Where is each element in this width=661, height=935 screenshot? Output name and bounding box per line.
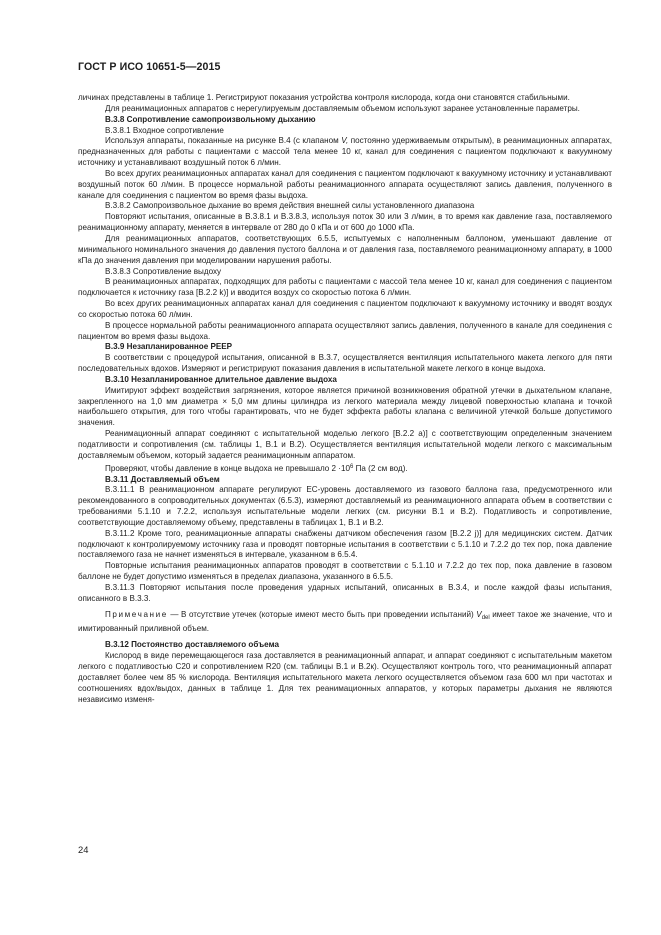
section-heading-b39: B.3.9 Незапланированное PEEP: [105, 342, 233, 352]
section-heading-b311: B.3.11 Доставляемый объем: [105, 474, 220, 484]
paragraph: B.3.11.3 Повторяют испытания после проведения ударных испытаний, описанных в B.3.4, и после каждой фазы испытания, описанного в B.3.3.: [78, 582, 612, 603]
paragraph: В процессе нормальной работы реанимационного аппарата осуществляют запись давления, полученного в канале для соединения с пациентом во время фазы выдоха.: [78, 320, 612, 341]
paragraph: Во всех других реанимационных аппаратах канал для соединения с пациентом подключают к вакуумному источнику и вводят воздух со скоростью потока 60 л/мин.: [78, 299, 612, 319]
paragraph: Кислород в виде перемещающегося газа доставляется в реанимационный аппарат, и аппарат соединяют с испытательным макетом легкого с податливостью C20 и сопротивлением R20 (см. таблицы B.1 и B.2к). Осуществляют контроль того, что реанимационный аппарат доставляет более чем 85 % кислорода. Вентиляция испытательного макета легкого осуществляется объемом газа 600 мл при частотах и соотношениях вдох/выдох, данных в таблице 1. Для тех реанимационных аппаратов, у которых параметры дыхания не являются независимо изменя-: [78, 651, 612, 704]
section-heading-b310: B.3.10 Незапланированное длительное давление выдоха: [105, 374, 337, 384]
paragraph: Для реанимационных аппаратов, соответствующих 6.5.5, испытуемых с наполненным баллоном, уменьшают давление от минимального номинального значения до давления пустого баллона и от давления газа, поставляемого реанимационному аппарату, в 1000 кПа до значения давления при моделировании нарушения работы.: [78, 233, 612, 265]
paragraph: В реанимационных аппаратах, подходящих для работы с пациентами с массой тела менее 10 кг, канал для соединения с пациентом подключается к источнику газа [B.2.2 k)] и вводится воздух со скоростью потока 6 л/мин.: [78, 277, 612, 298]
subsection-title-b382: B.3.8.2 Самопроизвольное дыхание во время действия внешней силы установленного диапазона: [105, 201, 475, 211]
document-header: ГОСТ Р ИСО 10651-5—2015: [78, 61, 221, 73]
section-heading-b312: B.3.12 Постоянство доставляемого объема: [105, 640, 279, 650]
paragraph: Повторные испытания реанимационных аппаратов проводят в соответствии с 5.1.10 и 7.2.2 до тех пор, пока давление в газовом баллоне не будет допустимо изменяться в пределах диапазона, указанного в 6.5.5.: [78, 561, 612, 582]
subsection-title-b383: B.3.8.3 Сопротивление выдоху: [105, 266, 222, 276]
subsection-title-b381: B.3.8.1 Входное сопротивление: [105, 125, 224, 135]
paragraph: Реанимационный аппарат соединяют с испытательной моделью легкого [B.2.2 a)] с соответствующим определенным значением податливости и сопротивления (см. таблицы 1, B.1 и B.2). Осуществляется вентиляция испытательной модели легкого с максимальным доставляемым объемом, который задается реанимационным аппаратом.: [78, 429, 612, 460]
paragraph: B.3.11.1 В реанимационном аппарате регулируют EC-уровень доставляемого из газового баллона газа, предусмотренного или рекомендованного в сопроводительных документах (6.5.3), измеряют доставляемый из реанимационного аппарата объем в соответствии с требованиями 5.1.10 и 7.2.2, используя испытательные модели легких (см. рисунки B.1 и B.2). Податливость и сопротивление, соответствующие доставляемому объему, представлены в таблицах 1, B.1 и B.2.: [78, 485, 612, 527]
paragraph: Повторяют испытания, описанные в B.3.8.1 и B.3.8.3, используя поток 30 или 3 л/мин, в то время как давление газа, поставляемого реанимационному аппарату, меняется в интервале от 280 до 0 кПа и от 600 до 1000 кПа.: [78, 212, 612, 233]
paragraph: В соответствии с процедурой испытания, описанной в B.3.7, осуществляется вентиляция испытательного макета легкого для пяти последовательных вдохов. Измеряют и регистрируют показания давления в испытательной макете легкого в конце выдоха.: [78, 353, 612, 374]
paragraph: Используя аппараты, показанные на рисунке B.4 (с клапаном V, постоянно удерживаемым открытым), в реанимационных аппаратах, предназначенных для работы с пациентами с массой тела менее 10 кг, канал для соединения с пациентом подключают к вакуумному источнику и устанавливают воздушный поток 6 л/мин.: [78, 136, 612, 168]
note: Примечание — В отсутствие утечек (которые имеют место быть при проведении испытаний) $V_{del}$ имеет такое же значение, что и имитированный приливной объем.: [78, 609, 612, 633]
paragraph: Имитируют эффект воздействия загрязнения, которое является причиной возникновения обратной утечки в дыхательном клапане, закрепленного на 1,0 мм диаметра × 5,0 мм длины цилиндра из легкого материала между лицевой поверхностью клапана и точкой наибольшего открытия, для того чтобы гарантировать, что не будет эффекта работы клапана с величиной утечкой больше допустимого значения.: [78, 385, 612, 428]
page-number: 24: [78, 844, 89, 855]
note-label: Примечание: [105, 609, 168, 619]
paragraph: B.3.11.2 Кроме того, реанимационные аппараты снабжены датчиком обеспечения газом [B.2.2 j)] для медицинских систем. Датчик подключают к контролируемому источнику газа и проводят повторные испытания в соответствии с 5.1.10 и 7.2.2 до тех пор, пока давление поставляемого газа не начнет изменяться в интервале, указанном в 6.5.4.: [78, 528, 612, 560]
section-heading-b38: B.3.8 Сопротивление самопроизвольному дыханию: [105, 114, 316, 124]
paragraph: Проверяют, чтобы давление в конце выдоха не превышало $2 \cdot 10^6$ Па (2 см вод).: [105, 463, 408, 473]
paragraph: Для реанимационных аппаратов с нерегулируемым доставляемым объемом используют заранее установленные параметры.: [105, 103, 580, 113]
page-body: [78, 93, 612, 705]
paragraph: личинах представлены в таблице 1. Регистрируют показания устройства контроля кислорода, когда они становятся стабильными.: [78, 93, 570, 102]
paragraph: Во всех других реанимационных аппаратах канал для соединения с пациентом подключают к вакуумному источнику и устанавливают воздушный поток 60 л/мин. В процессе нормальной работы реанимационного аппарата осуществляют запись давления, полученного в канале для соединения с пациентом во время фазы выдоха.: [78, 168, 612, 200]
